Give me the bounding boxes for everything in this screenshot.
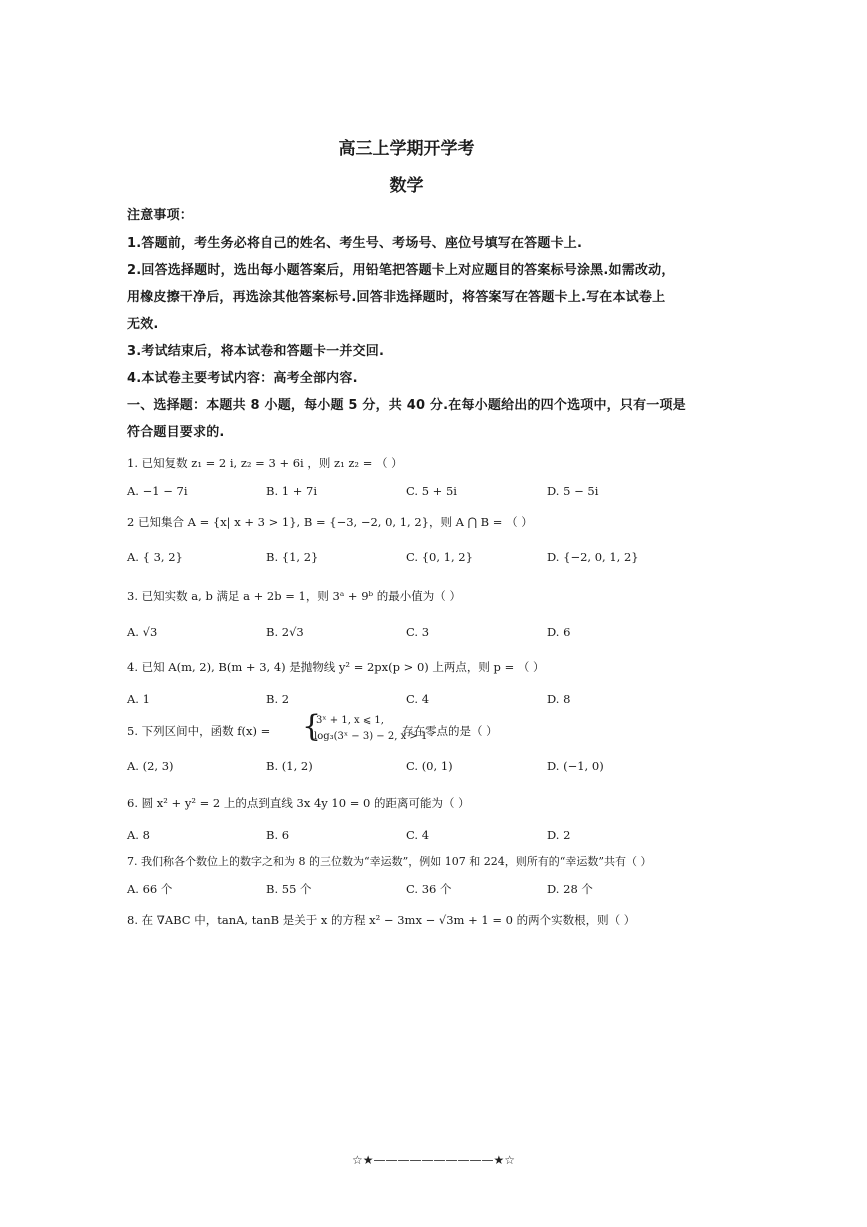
question-2-option-b: B. {1, 2} <box>266 550 319 564</box>
question-2-option-c: C. {0, 1, 2} <box>406 550 473 564</box>
question-6-option-b: B. 6 <box>266 828 290 842</box>
question-5-option-c: C. (0, 1) <box>406 759 453 773</box>
question-7-option-d: D. 28 个 <box>547 882 593 896</box>
section-heading-line-2: 符合题目要求的. <box>127 425 225 440</box>
question-4-option-b: B. 2 <box>266 692 290 706</box>
question-1-option-a: A. −1 − 7i <box>127 484 188 498</box>
question-3-option-b: B. 2√3 <box>266 625 304 639</box>
question-2-option-a: A. { 3, 2} <box>127 550 183 564</box>
question-3-stem: 3. 已知实数 a, b 满足 a + 2b = 1，则 3ᵃ + 9ᵇ 的最小值为（ ） <box>127 589 461 603</box>
section-heading-line-1: 一、选择题：本题共 8 小题，每小题 5 分，共 40 分.在每小题给出的四个选项中，只有一项是 <box>127 398 686 413</box>
notice-item-4: 4.本试卷主要考试内容：高考全部内容. <box>127 371 358 386</box>
question-8-stem: 8. 在 ∇ABC 中，tanA, tanB 是关于 x 的方程 x² − 3mx − √3m + 1 = 0 的两个实数根，则（ ） <box>127 913 636 927</box>
footer-decoration: ☆★——————————★☆ <box>351 1153 516 1167</box>
question-7-option-b: B. 55 个 <box>266 882 312 896</box>
question-4-option-d: D. 8 <box>547 692 571 706</box>
piecewise-brace: { <box>302 709 322 744</box>
notice-item-2-line-3: 无效. <box>127 317 159 332</box>
question-5-option-a: A. (2, 3) <box>127 759 174 773</box>
notice-item-2-line-2: 用橡皮擦干净后，再选涂其他答案标号.回答非选择题时，将答案写在答题卡上.写在本试卷上 <box>127 290 666 305</box>
question-7-stem: 7. 我们称各个数位上的数字之和为 8 的三位数为“幸运数”，例如 107 和 224，则所有的“幸运数”共有（ ） <box>127 855 652 868</box>
question-5-stem-prefix: 5. 下列区间中，函数 f(x) = <box>127 724 271 738</box>
exam-title: 高三上学期开学考 <box>338 139 475 159</box>
question-3-option-d: D. 6 <box>547 625 571 639</box>
question-6-option-a: A. 8 <box>127 828 150 842</box>
question-5-option-d: D. (−1, 0) <box>547 759 604 773</box>
question-1-option-c: C. 5 + 5i <box>406 484 457 498</box>
question-4-option-a: A. 1 <box>127 692 150 706</box>
question-2-stem: 2 已知集合 A = {x| x + 3 > 1}, B = {−3, −2, 0, 1, 2}，则 A ⋂ B = （ ） <box>127 515 533 529</box>
subject-title: 数学 <box>389 176 424 196</box>
question-5-option-b: B. (1, 2) <box>266 759 313 773</box>
question-7-option-a: A. 66 个 <box>127 882 173 896</box>
notice-item-3: 3.考试结束后，将本试卷和答题卡一并交回. <box>127 344 385 359</box>
question-6-option-d: D. 2 <box>547 828 571 842</box>
notice-heading: 注意事项： <box>127 208 194 223</box>
notice-item-2-line-1: 2.回答选择题时，选出每小题答案后，用铅笔把答题卡上对应题目的答案标号涂黑.如需改动， <box>127 263 675 278</box>
notice-item-1: 1.答题前，考生务必将自己的姓名、考生号、考场号、座位号填写在答题卡上. <box>127 236 583 251</box>
question-5-stem-suffix: 存在零点的是（ ） <box>402 724 498 738</box>
question-6-stem: 6. 圆 x² + y² = 2 上的点到直线 3x 4y 10 = 0 的距离可能为（ ） <box>127 796 470 810</box>
question-5-piece-2: log₃(3ˣ − 3) − 2, x > 1 <box>314 731 428 742</box>
question-2-option-d: D. {−2, 0, 1, 2} <box>547 550 639 564</box>
question-1-stem: 1. 已知复数 z₁ = 2 i, z₂ = 3 + 6i ，则 z₁ z₂ = （ ） <box>127 456 403 470</box>
question-4-stem: 4. 已知 A(m, 2), B(m + 3, 4) 是抛物线 y² = 2px(p > 0) 上两点，则 p = （ ） <box>127 660 545 674</box>
question-4-option-c: C. 4 <box>406 692 430 706</box>
question-1-option-b: B. 1 + 7i <box>266 484 318 498</box>
question-3-option-c: C. 3 <box>406 625 430 639</box>
question-3-option-a: A. √3 <box>127 625 158 639</box>
question-6-option-c: C. 4 <box>406 828 430 842</box>
question-5-piece-1: 3ˣ + 1, x ⩽ 1, <box>316 715 384 726</box>
question-1-option-d: D. 5 − 5i <box>547 484 599 498</box>
question-7-option-c: C. 36 个 <box>406 882 452 896</box>
